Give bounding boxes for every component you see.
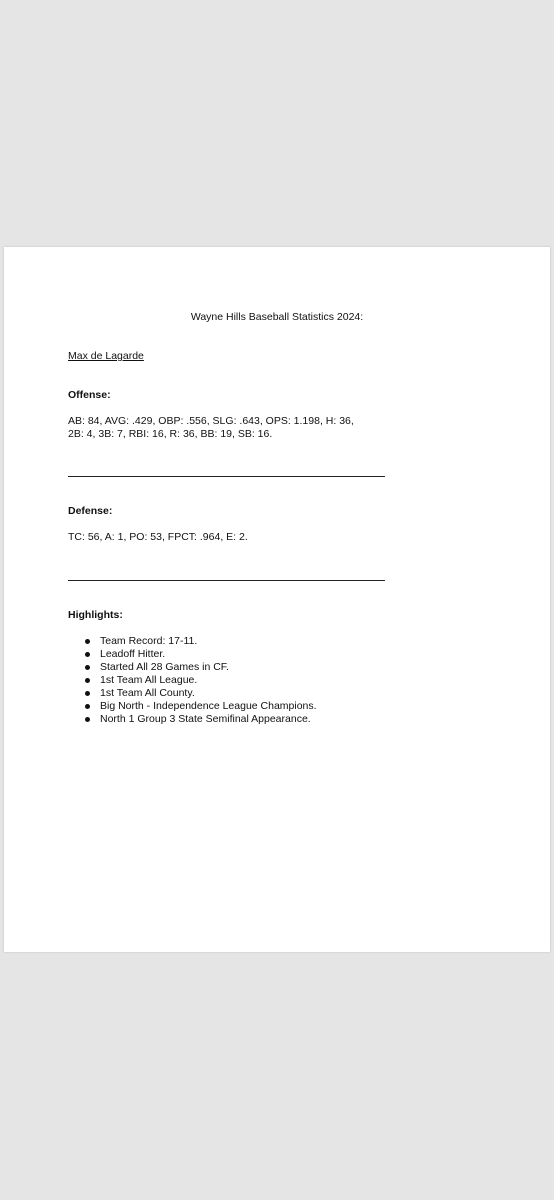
highlight-text: Big North - Independence League Champions. [100, 700, 317, 712]
bullet-icon [85, 717, 90, 722]
bullet-icon [85, 665, 90, 670]
list-item [68, 700, 317, 713]
highlights-heading: Highlights: [68, 609, 123, 621]
list-item [68, 713, 317, 726]
bullet-icon [85, 652, 90, 657]
bullet-icon [85, 639, 90, 644]
offense-stats-line-2: 2B: 4, 3B: 7, RBI: 16, R: 36, BB: 19, SB: 16. [68, 428, 273, 440]
highlight-text: Team Record: 17-11. [100, 635, 198, 647]
bullet-icon [85, 691, 90, 696]
list-item [68, 687, 317, 700]
highlight-text: North 1 Group 3 State Semifinal Appearance. [100, 713, 311, 725]
highlight-text: 1st Team All County. [100, 687, 195, 699]
section-divider [68, 476, 385, 477]
list-item [68, 635, 317, 648]
bullet-icon [85, 678, 90, 683]
list-item [68, 674, 317, 687]
defense-heading: Defense: [68, 505, 113, 517]
highlights-list [68, 635, 317, 726]
document-title: Wayne Hills Baseball Statistics 2024: [190, 311, 364, 323]
bullet-icon [85, 704, 90, 709]
defense-stats-line: TC: 56, A: 1, PO: 53, FPCT: .964, E: 2. [68, 531, 248, 543]
list-item [68, 648, 317, 661]
highlight-text: Leadoff Hitter. [100, 648, 166, 660]
section-divider [68, 580, 385, 581]
document-page [4, 247, 550, 952]
player-name: Max de Lagarde [68, 350, 144, 362]
list-item [68, 661, 317, 674]
highlight-text: Started All 28 Games in CF. [100, 661, 229, 673]
highlight-text: 1st Team All League. [100, 674, 198, 686]
offense-heading: Offense: [68, 389, 111, 401]
offense-stats-line-1: AB: 84, AVG: .429, OBP: .556, SLG: .643, OPS: 1.198, H: 36, [68, 415, 354, 427]
